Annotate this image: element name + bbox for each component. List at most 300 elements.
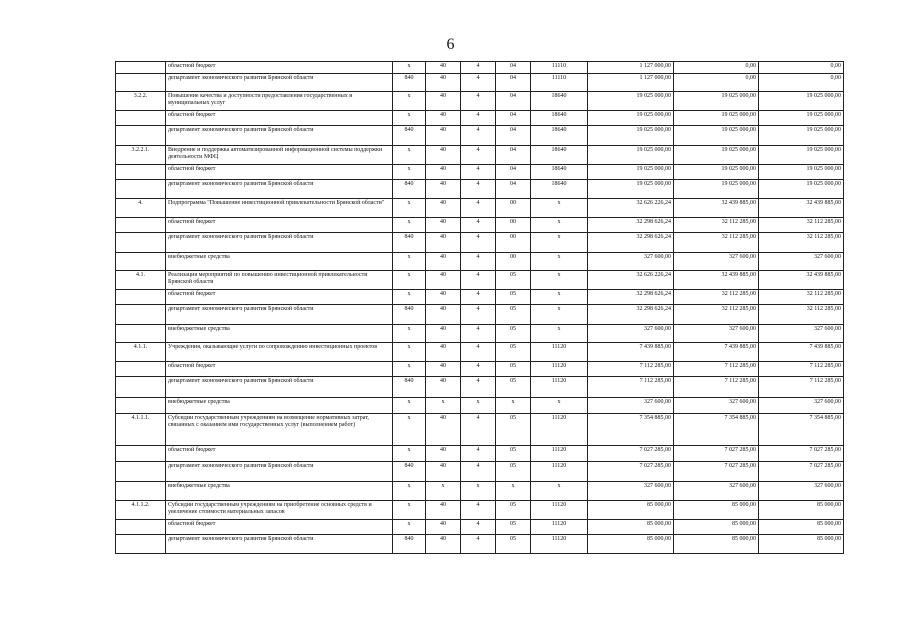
subprogram-code-cell: 4 <box>461 501 496 520</box>
amount-year1-cell: 85 000,00 <box>588 535 674 554</box>
amount-year3-cell: 7 027 285,00 <box>759 446 844 462</box>
table-row <box>116 482 844 501</box>
amount-year2-cell: 7 354 885,00 <box>674 414 759 446</box>
amount-year1-cell: 7 354 885,00 <box>588 414 674 446</box>
amount-year3-cell: 19 025 000,00 <box>759 92 844 111</box>
row-name-cell: Реализация мероприятий по повышению инвестиционной привлекательности Брянской области <box>166 271 393 290</box>
subprogram-code-cell: 4 <box>461 126 496 146</box>
row-name-cell: департамент экономического развития Брянской области <box>166 535 393 554</box>
direction-code-cell: х <box>531 271 588 290</box>
amount-year2-cell: 32 439 885,00 <box>674 199 759 218</box>
direction-code-cell: 11120 <box>531 343 588 362</box>
direction-code-cell: 11110 <box>531 62 588 74</box>
amount-year1-cell: 327 600,00 <box>588 325 674 343</box>
row-name-cell: внебюджетные средства <box>166 253 393 271</box>
grbs-code-cell: х <box>393 253 426 271</box>
amount-year3-cell: 0,00 <box>759 74 844 92</box>
row-number-cell <box>116 377 166 398</box>
subprogram-code-cell: 4 <box>461 414 496 446</box>
gp-code-cell: 40 <box>426 343 461 362</box>
amount-year2-cell: 327 600,00 <box>674 482 759 501</box>
subprogram-code-cell: 4 <box>461 165 496 180</box>
measure-code-cell: 05 <box>496 305 531 325</box>
row-name-cell: областной бюджет <box>166 218 393 233</box>
grbs-code-cell: х <box>393 290 426 305</box>
table-row <box>116 305 844 325</box>
grbs-code-cell: х <box>393 146 426 165</box>
row-name-cell: департамент экономического развития Брянской области <box>166 126 393 146</box>
amount-year2-cell: 7 027 285,00 <box>674 446 759 462</box>
subprogram-code-cell: 4 <box>461 233 496 253</box>
amount-year2-cell: 85 000,00 <box>674 535 759 554</box>
gp-code-cell: 40 <box>426 111 461 126</box>
amount-year3-cell: 32 112 285,00 <box>759 290 844 305</box>
row-number-cell <box>116 233 166 253</box>
measure-code-cell: 04 <box>496 165 531 180</box>
row-name-cell: Подпрограмма "Повышение инвестиционной привлекательности Брянской области" <box>166 199 393 218</box>
amount-year3-cell: 32 112 285,00 <box>759 218 844 233</box>
subprogram-code-cell: 4 <box>461 199 496 218</box>
amount-year1-cell: 1 127 000,00 <box>588 74 674 92</box>
table-row <box>116 446 844 462</box>
row-number-cell: 4.1.1. <box>116 343 166 362</box>
row-number-cell <box>116 446 166 462</box>
grbs-code-cell: 840 <box>393 535 426 554</box>
budget-table-body <box>116 62 844 554</box>
table-row <box>116 92 844 111</box>
amount-year3-cell: 32 439 885,00 <box>759 199 844 218</box>
subprogram-code-cell: 4 <box>461 446 496 462</box>
row-number-cell <box>116 462 166 482</box>
subprogram-code-cell: 4 <box>461 146 496 165</box>
row-number-cell: 4.1.1.2. <box>116 501 166 520</box>
subprogram-code-cell: 4 <box>461 92 496 111</box>
gp-code-cell: 40 <box>426 218 461 233</box>
amount-year2-cell: 32 439 885,00 <box>674 271 759 290</box>
subprogram-code-cell: 4 <box>461 362 496 377</box>
amount-year1-cell: 32 626 226,24 <box>588 199 674 218</box>
row-name-cell: областной бюджет <box>166 520 393 535</box>
amount-year3-cell: 32 112 285,00 <box>759 305 844 325</box>
table-row <box>116 290 844 305</box>
measure-code-cell: 04 <box>496 92 531 111</box>
amount-year1-cell: 85 000,00 <box>588 501 674 520</box>
subprogram-code-cell: 4 <box>461 62 496 74</box>
row-number-cell <box>116 62 166 74</box>
amount-year2-cell: 32 112 285,00 <box>674 290 759 305</box>
table-row <box>116 74 844 92</box>
grbs-code-cell: 840 <box>393 377 426 398</box>
amount-year2-cell: 85 000,00 <box>674 520 759 535</box>
subprogram-code-cell: 4 <box>461 111 496 126</box>
measure-code-cell: 05 <box>496 501 531 520</box>
direction-code-cell: 18640 <box>531 126 588 146</box>
row-name-cell: областной бюджет <box>166 111 393 126</box>
amount-year3-cell: 327 600,00 <box>759 253 844 271</box>
row-number-cell: 4. <box>116 199 166 218</box>
row-name-cell: Субсидии государственным учреждениям на приобретение основных средств и увеличение стоимости материальных запасов <box>166 501 393 520</box>
amount-year1-cell: 7 112 285,00 <box>588 377 674 398</box>
table-row <box>116 362 844 377</box>
direction-code-cell: х <box>531 290 588 305</box>
measure-code-cell: 00 <box>496 199 531 218</box>
direction-code-cell: 18640 <box>531 111 588 126</box>
gp-code-cell: 40 <box>426 305 461 325</box>
amount-year2-cell: 327 600,00 <box>674 325 759 343</box>
table-row <box>116 462 844 482</box>
amount-year2-cell: 19 025 000,00 <box>674 165 759 180</box>
subprogram-code-cell: 4 <box>461 290 496 305</box>
amount-year2-cell: 7 027 285,00 <box>674 462 759 482</box>
measure-code-cell: 05 <box>496 290 531 305</box>
measure-code-cell: х <box>496 398 531 414</box>
table-row <box>116 199 844 218</box>
direction-code-cell: 11120 <box>531 535 588 554</box>
subprogram-code-cell: 4 <box>461 271 496 290</box>
gp-code-cell: 40 <box>426 271 461 290</box>
table-row <box>116 180 844 199</box>
grbs-code-cell: х <box>393 520 426 535</box>
direction-code-cell: 11120 <box>531 377 588 398</box>
amount-year1-cell: 32 626 226,24 <box>588 271 674 290</box>
row-number-cell: 3.2.2. <box>116 92 166 111</box>
row-name-cell: областной бюджет <box>166 290 393 305</box>
amount-year1-cell: 1 127 000,00 <box>588 62 674 74</box>
table-row <box>116 253 844 271</box>
grbs-code-cell: х <box>393 325 426 343</box>
grbs-code-cell: х <box>393 343 426 362</box>
grbs-code-cell: х <box>393 165 426 180</box>
grbs-code-cell: х <box>393 199 426 218</box>
row-number-cell <box>116 535 166 554</box>
row-number-cell <box>116 180 166 199</box>
measure-code-cell: 04 <box>496 126 531 146</box>
gp-code-cell: 40 <box>426 535 461 554</box>
direction-code-cell: х <box>531 398 588 414</box>
row-number-cell <box>116 218 166 233</box>
grbs-code-cell: 840 <box>393 233 426 253</box>
row-number-cell <box>116 520 166 535</box>
grbs-code-cell: х <box>393 501 426 520</box>
page-number: 6 <box>446 36 455 53</box>
grbs-code-cell: х <box>393 92 426 111</box>
direction-code-cell: 18640 <box>531 165 588 180</box>
row-number-cell <box>116 482 166 501</box>
direction-code-cell: 11110 <box>531 74 588 92</box>
amount-year3-cell: 32 112 285,00 <box>759 233 844 253</box>
table-row <box>116 218 844 233</box>
gp-code-cell: 40 <box>426 290 461 305</box>
subprogram-code-cell: 4 <box>461 377 496 398</box>
row-name-cell: внебюджетные средства <box>166 398 393 414</box>
amount-year1-cell: 327 600,00 <box>588 253 674 271</box>
amount-year3-cell: 0,00 <box>759 62 844 74</box>
gp-code-cell: 40 <box>426 165 461 180</box>
gp-code-cell: 40 <box>426 199 461 218</box>
direction-code-cell: х <box>531 253 588 271</box>
grbs-code-cell: х <box>393 218 426 233</box>
direction-code-cell: 11120 <box>531 362 588 377</box>
amount-year3-cell: 85 000,00 <box>759 501 844 520</box>
direction-code-cell: х <box>531 218 588 233</box>
row-number-cell <box>116 325 166 343</box>
measure-code-cell: 04 <box>496 111 531 126</box>
gp-code-cell: 40 <box>426 446 461 462</box>
measure-code-cell: 05 <box>496 325 531 343</box>
direction-code-cell: 18640 <box>531 180 588 199</box>
row-number-cell <box>116 253 166 271</box>
row-name-cell: Внедрение и поддержка автоматизированной информационной системы поддержки деятельности МФЦ <box>166 146 393 165</box>
amount-year1-cell: 327 600,00 <box>588 398 674 414</box>
amount-year2-cell: 32 112 285,00 <box>674 305 759 325</box>
amount-year3-cell: 19 025 000,00 <box>759 126 844 146</box>
amount-year1-cell: 7 439 885,00 <box>588 343 674 362</box>
amount-year3-cell: 32 439 885,00 <box>759 271 844 290</box>
table-row <box>116 535 844 554</box>
amount-year3-cell: 7 439 885,00 <box>759 343 844 362</box>
row-name-cell: внебюджетные средства <box>166 482 393 501</box>
measure-code-cell: 04 <box>496 146 531 165</box>
row-name-cell: департамент экономического развития Брянской области <box>166 74 393 92</box>
direction-code-cell: 11120 <box>531 462 588 482</box>
amount-year1-cell: 7 112 285,00 <box>588 362 674 377</box>
amount-year3-cell: 19 025 000,00 <box>759 111 844 126</box>
amount-year2-cell: 0,00 <box>674 74 759 92</box>
measure-code-cell: 05 <box>496 362 531 377</box>
amount-year3-cell: 85 000,00 <box>759 520 844 535</box>
gp-code-cell: 40 <box>426 92 461 111</box>
gp-code-cell: 40 <box>426 362 461 377</box>
measure-code-cell: 05 <box>496 377 531 398</box>
amount-year2-cell: 7 112 285,00 <box>674 377 759 398</box>
row-number-cell <box>116 398 166 414</box>
gp-code-cell: х <box>426 482 461 501</box>
row-name-cell: областной бюджет <box>166 165 393 180</box>
measure-code-cell: 00 <box>496 233 531 253</box>
row-name-cell: Субсидии государственным учреждениям на возмещение нормативных затрат, связанных с оказанием ими государственных услуг (выполнением работ) <box>166 414 393 446</box>
gp-code-cell: 40 <box>426 233 461 253</box>
row-name-cell: областной бюджет <box>166 362 393 377</box>
direction-code-cell: х <box>531 482 588 501</box>
row-name-cell: департамент экономического развития Брянской области <box>166 305 393 325</box>
direction-code-cell: х <box>531 305 588 325</box>
measure-code-cell: 05 <box>496 414 531 446</box>
row-name-cell: департамент экономического развития Брянской области <box>166 233 393 253</box>
measure-code-cell: 05 <box>496 271 531 290</box>
amount-year2-cell: 32 112 285,00 <box>674 218 759 233</box>
budget-table <box>115 61 844 554</box>
row-name-cell: департамент экономического развития Брянской области <box>166 377 393 398</box>
amount-year3-cell: 19 025 000,00 <box>759 146 844 165</box>
table-row <box>116 343 844 362</box>
gp-code-cell: 40 <box>426 325 461 343</box>
amount-year1-cell: 32 298 626,24 <box>588 218 674 233</box>
amount-year2-cell: 7 439 885,00 <box>674 343 759 362</box>
amount-year2-cell: 19 025 000,00 <box>674 111 759 126</box>
amount-year1-cell: 19 025 000,00 <box>588 180 674 199</box>
amount-year1-cell: 32 298 626,24 <box>588 290 674 305</box>
amount-year2-cell: 327 600,00 <box>674 253 759 271</box>
amount-year3-cell: 7 112 285,00 <box>759 377 844 398</box>
row-number-cell <box>116 126 166 146</box>
gp-code-cell: 40 <box>426 253 461 271</box>
subprogram-code-cell: 4 <box>461 218 496 233</box>
amount-year2-cell: 19 025 000,00 <box>674 126 759 146</box>
amount-year1-cell: 19 025 000,00 <box>588 111 674 126</box>
gp-code-cell: 40 <box>426 180 461 199</box>
amount-year1-cell: 85 000,00 <box>588 520 674 535</box>
measure-code-cell: 00 <box>496 218 531 233</box>
amount-year1-cell: 327 600,00 <box>588 482 674 501</box>
direction-code-cell: х <box>531 233 588 253</box>
gp-code-cell: 40 <box>426 501 461 520</box>
amount-year2-cell: 32 112 285,00 <box>674 233 759 253</box>
measure-code-cell: 05 <box>496 462 531 482</box>
row-name-cell: внебюджетные средства <box>166 325 393 343</box>
measure-code-cell: 05 <box>496 520 531 535</box>
row-number-cell <box>116 111 166 126</box>
amount-year2-cell: 0,00 <box>674 62 759 74</box>
table-row <box>116 501 844 520</box>
subprogram-code-cell: х <box>461 398 496 414</box>
row-name-cell: департамент экономического развития Брянской области <box>166 462 393 482</box>
amount-year2-cell: 7 112 285,00 <box>674 362 759 377</box>
amount-year2-cell: 327 600,00 <box>674 398 759 414</box>
row-number-cell: 4.1. <box>116 271 166 290</box>
amount-year3-cell: 85 000,00 <box>759 535 844 554</box>
row-name-cell: Повышение качества и доступности предоставления государственных и муниципальных услуг <box>166 92 393 111</box>
measure-code-cell: 04 <box>496 180 531 199</box>
row-name-cell: департамент экономического развития Брянской области <box>166 180 393 199</box>
gp-code-cell: 40 <box>426 146 461 165</box>
grbs-code-cell: 840 <box>393 180 426 199</box>
table-row <box>116 233 844 253</box>
table-row <box>116 271 844 290</box>
direction-code-cell: 11120 <box>531 446 588 462</box>
subprogram-code-cell: х <box>461 482 496 501</box>
direction-code-cell: 11120 <box>531 520 588 535</box>
amount-year1-cell: 7 027 285,00 <box>588 446 674 462</box>
row-name-cell: областной бюджет <box>166 62 393 74</box>
subprogram-code-cell: 4 <box>461 74 496 92</box>
table-row <box>116 398 844 414</box>
measure-code-cell: 05 <box>496 535 531 554</box>
grbs-code-cell: х <box>393 111 426 126</box>
amount-year2-cell: 19 025 000,00 <box>674 146 759 165</box>
row-number-cell <box>116 165 166 180</box>
direction-code-cell: 11120 <box>531 501 588 520</box>
amount-year2-cell: 19 025 000,00 <box>674 180 759 199</box>
gp-code-cell: 40 <box>426 377 461 398</box>
row-number-cell <box>116 290 166 305</box>
table-row <box>116 165 844 180</box>
grbs-code-cell: 840 <box>393 126 426 146</box>
measure-code-cell: х <box>496 482 531 501</box>
gp-code-cell: 40 <box>426 462 461 482</box>
table-row <box>116 62 844 74</box>
measure-code-cell: 00 <box>496 253 531 271</box>
amount-year3-cell: 7 112 285,00 <box>759 362 844 377</box>
subprogram-code-cell: 4 <box>461 462 496 482</box>
subprogram-code-cell: 4 <box>461 253 496 271</box>
grbs-code-cell: 840 <box>393 462 426 482</box>
grbs-code-cell: 840 <box>393 74 426 92</box>
direction-code-cell: 11120 <box>531 414 588 446</box>
amount-year1-cell: 32 298 626,24 <box>588 305 674 325</box>
amount-year3-cell: 327 600,00 <box>759 398 844 414</box>
subprogram-code-cell: 4 <box>461 520 496 535</box>
grbs-code-cell: 840 <box>393 305 426 325</box>
amount-year3-cell: 19 025 000,00 <box>759 165 844 180</box>
table-row <box>116 414 844 446</box>
grbs-code-cell: х <box>393 446 426 462</box>
grbs-code-cell: х <box>393 362 426 377</box>
table-row <box>116 325 844 343</box>
direction-code-cell: х <box>531 325 588 343</box>
amount-year2-cell: 85 000,00 <box>674 501 759 520</box>
amount-year3-cell: 7 354 885,00 <box>759 414 844 446</box>
amount-year2-cell: 19 025 000,00 <box>674 92 759 111</box>
measure-code-cell: 05 <box>496 343 531 362</box>
table-row <box>116 126 844 146</box>
direction-code-cell: 18640 <box>531 92 588 111</box>
subprogram-code-cell: 4 <box>461 343 496 362</box>
row-number-cell <box>116 74 166 92</box>
amount-year1-cell: 19 025 000,00 <box>588 126 674 146</box>
amount-year3-cell: 19 025 000,00 <box>759 180 844 199</box>
amount-year1-cell: 7 027 285,00 <box>588 462 674 482</box>
grbs-code-cell: х <box>393 271 426 290</box>
subprogram-code-cell: 4 <box>461 535 496 554</box>
table-row <box>116 377 844 398</box>
row-number-cell <box>116 305 166 325</box>
amount-year3-cell: 7 027 285,00 <box>759 462 844 482</box>
grbs-code-cell: х <box>393 398 426 414</box>
row-number-cell <box>116 362 166 377</box>
gp-code-cell: 40 <box>426 414 461 446</box>
grbs-code-cell: х <box>393 62 426 74</box>
subprogram-code-cell: 4 <box>461 305 496 325</box>
gp-code-cell: 40 <box>426 62 461 74</box>
amount-year1-cell: 32 298 626,24 <box>588 233 674 253</box>
gp-code-cell: 40 <box>426 126 461 146</box>
gp-code-cell: 40 <box>426 520 461 535</box>
measure-code-cell: 04 <box>496 62 531 74</box>
subprogram-code-cell: 4 <box>461 180 496 199</box>
gp-code-cell: 40 <box>426 74 461 92</box>
gp-code-cell: х <box>426 398 461 414</box>
amount-year3-cell: 327 600,00 <box>759 325 844 343</box>
table-row <box>116 146 844 165</box>
grbs-code-cell: х <box>393 482 426 501</box>
row-name-cell: Учреждения, оказывающие услуги по сопровождению инвестиционных проектов <box>166 343 393 362</box>
table-row <box>116 520 844 535</box>
direction-code-cell: 18640 <box>531 146 588 165</box>
amount-year1-cell: 19 025 000,00 <box>588 146 674 165</box>
row-number-cell: 4.1.1.1. <box>116 414 166 446</box>
row-name-cell: областной бюджет <box>166 446 393 462</box>
subprogram-code-cell: 4 <box>461 325 496 343</box>
amount-year1-cell: 19 025 000,00 <box>588 92 674 111</box>
measure-code-cell: 04 <box>496 74 531 92</box>
measure-code-cell: 05 <box>496 446 531 462</box>
table-row <box>116 111 844 126</box>
amount-year1-cell: 19 025 000,00 <box>588 165 674 180</box>
direction-code-cell: х <box>531 199 588 218</box>
amount-year3-cell: 327 600,00 <box>759 482 844 501</box>
grbs-code-cell: х <box>393 414 426 446</box>
row-number-cell: 3.2.2.1. <box>116 146 166 165</box>
